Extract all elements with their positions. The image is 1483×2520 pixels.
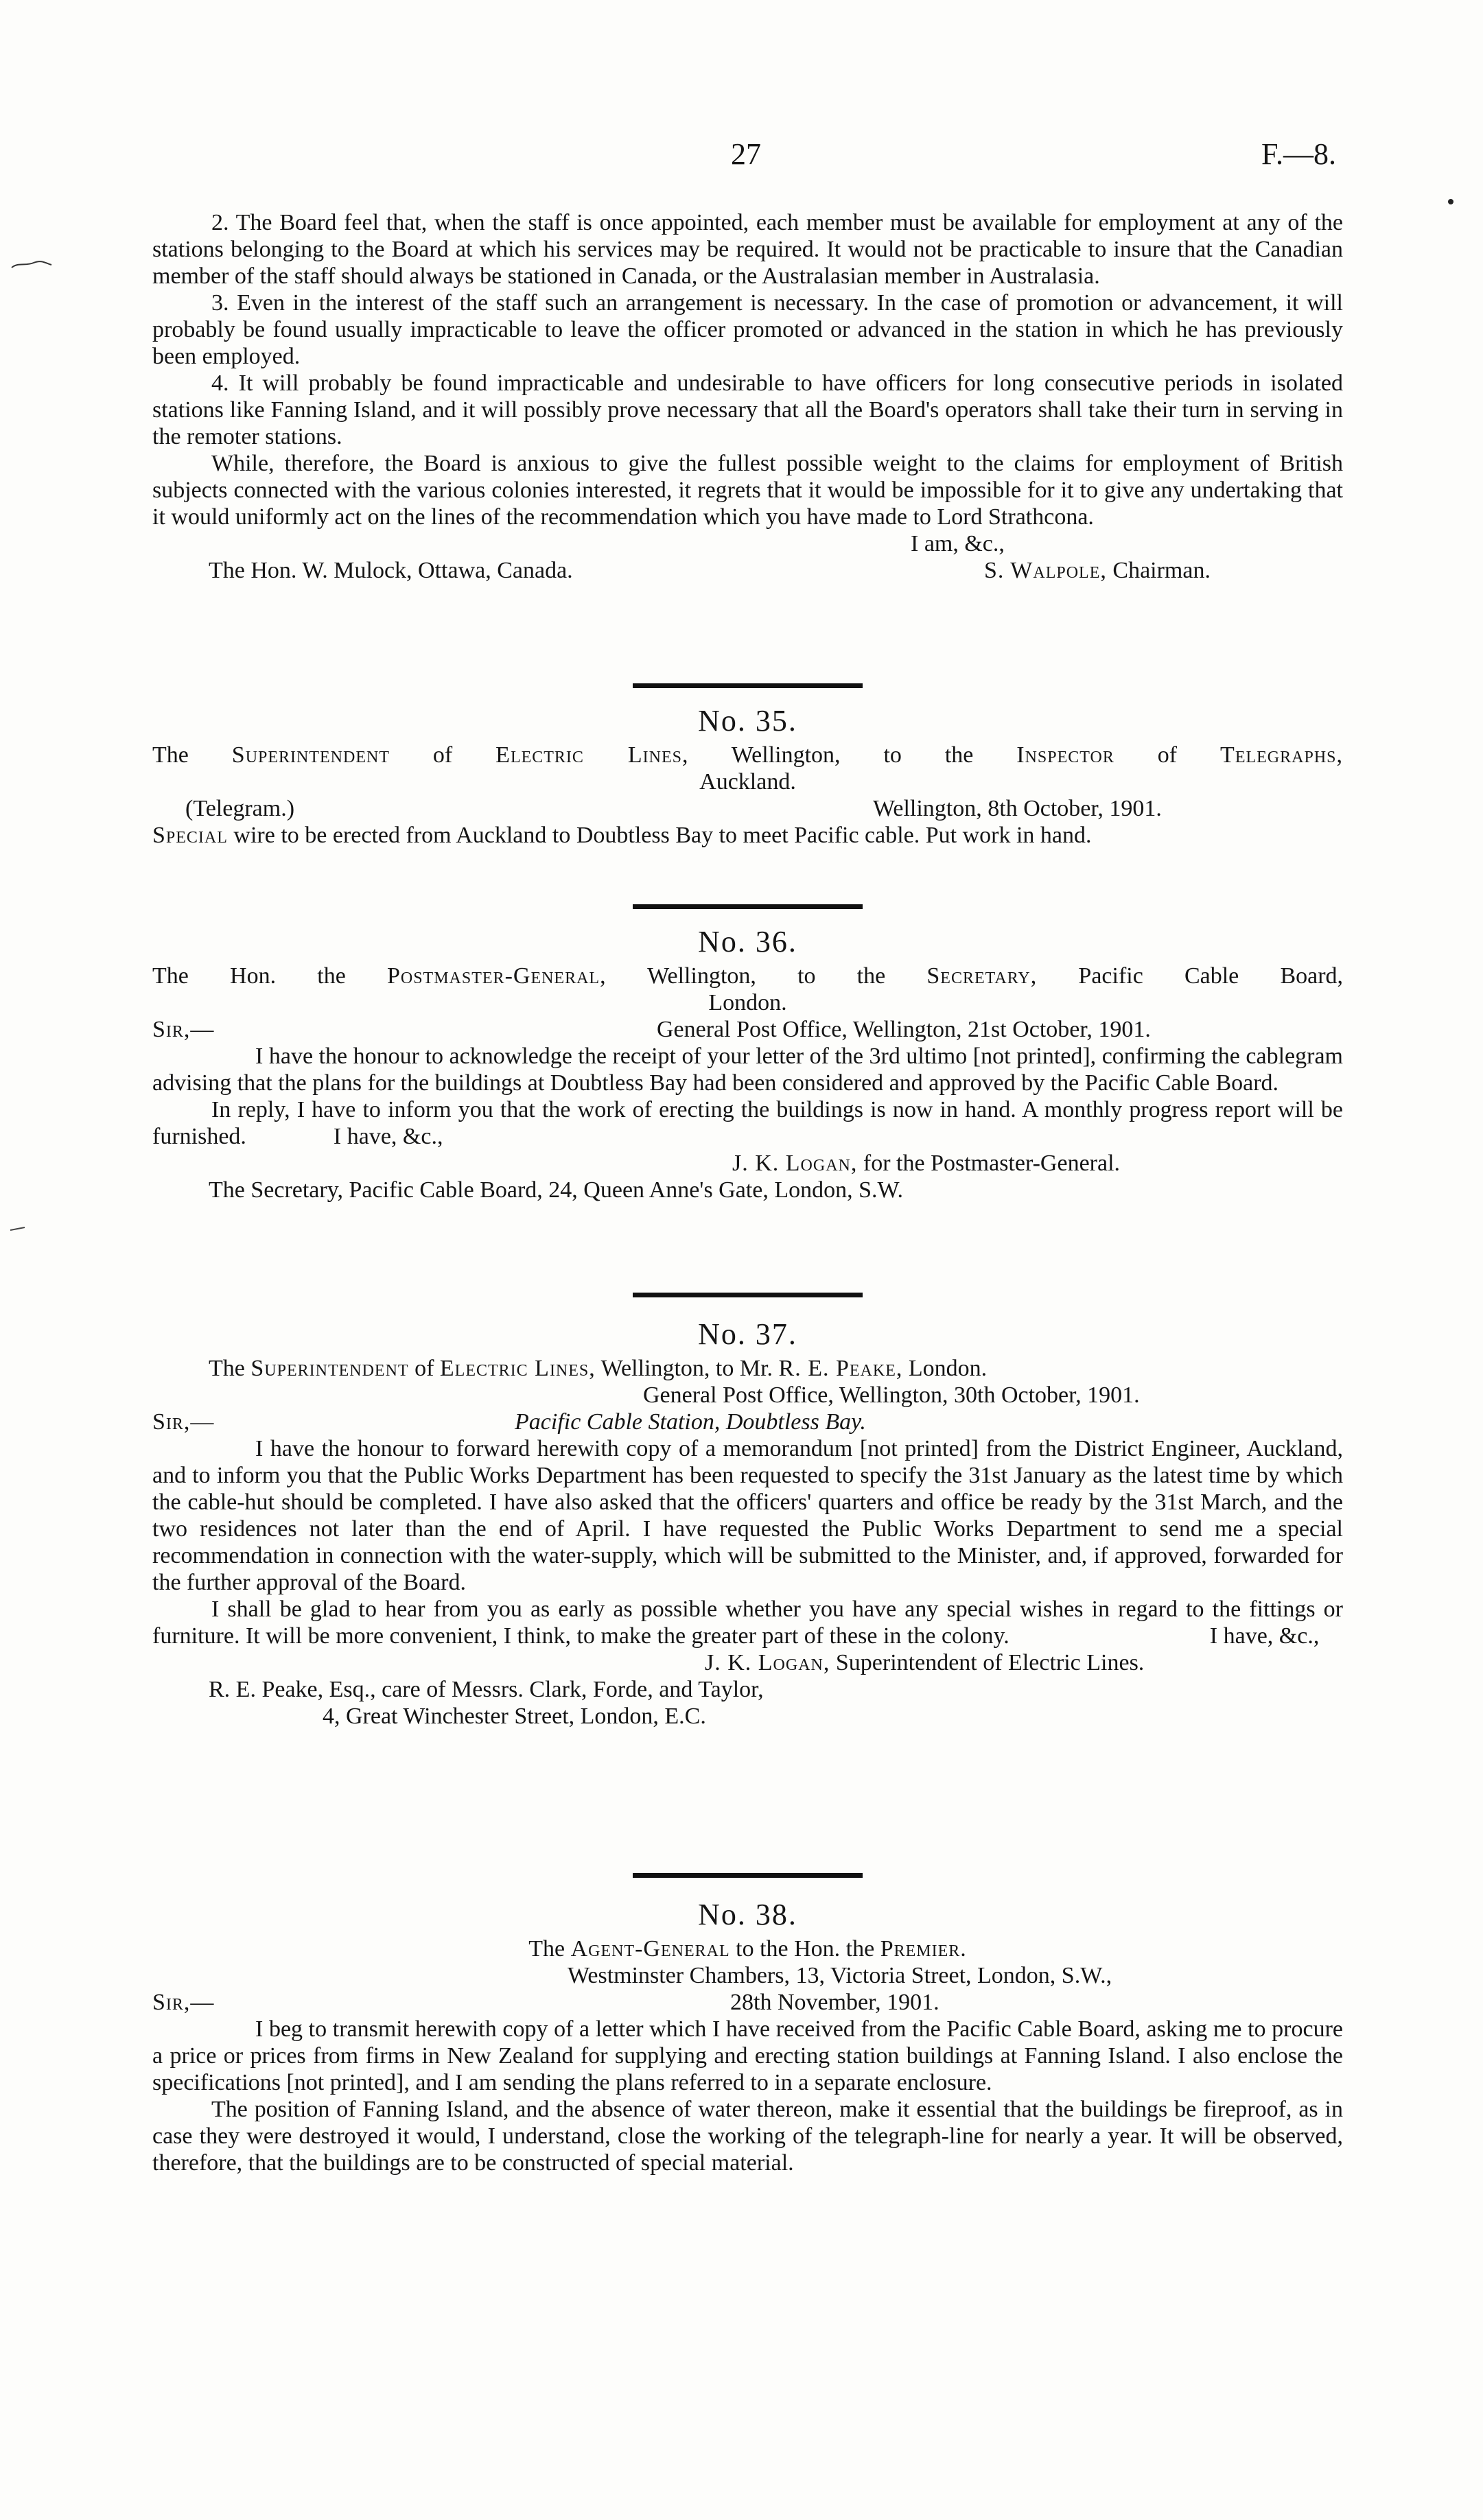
from-title: Agent-General — [570, 1936, 730, 1962]
from-title: Postmaster-General, — [386, 963, 607, 989]
signer-name: J. K. Logan, — [705, 1650, 830, 1675]
top-letter — [152, 209, 1343, 584]
paragraph: 3. Even in the interest of the staff such an arrangement is necessary. In the case of promotion or advancement, it will probably be found usually impracticable to leave the officer promoted or advanced in the station in which he has previously been employed. — [152, 290, 1343, 369]
from-prefix: The — [209, 1356, 245, 1381]
paragraph: I beg to transmit herewith copy of a letter which I have received from the Pacific Cable Board, asking me to procure a price or prices from firms in New Zealand for supplying and erecting station buildings at Fanning Island. I also enclose the specifications [not printed], and I am sending the plans referred to in a separate enclosure. — [152, 2016, 1343, 2095]
address-line: Westminster Chambers, 13, Victoria Street, London, S.W., — [568, 1963, 1112, 1988]
body-lead: Special — [152, 823, 228, 848]
date-line: General Post Office, Wellington, 30th October, 1901. — [643, 1382, 1140, 1408]
from-title: Superintendent — [231, 742, 390, 768]
section-rule — [633, 683, 863, 688]
paragraph: I have the honour to forward herewith copy of a memorandum [not printed] from the District Engineer, Auckland, and to inform you that the Public Works Department has been requested to specify the 31st January as the latest time by which the cable-hut should be completed. I have also asked that the officers' quarters and office be ready by the 31st March, and the two residences not later than the end of April. I have requested the Public Works Department to send me a special recommendation in connection with the water-supply, which will be submitted to the Minister, and, if approved, forwarded for the further approval of the Board. — [152, 1436, 1343, 1595]
date-line: General Post Office, Wellington, 21st October, 1901. — [657, 1017, 1151, 1042]
margin-scratch — [10, 259, 53, 269]
signer-title: Chairman. — [1112, 558, 1211, 583]
subject-line: Pacific Cable Station, Doubtless Bay. — [515, 1409, 866, 1435]
addressee-line: 4, Great Winchester Street, London, E.C. — [323, 1704, 706, 1729]
document-36 — [152, 904, 1343, 1203]
page-header — [0, 137, 1483, 175]
body-text: wire to be erected from Auckland to Doubtless Bay to meet Pacific cable. Put work in hand. — [233, 823, 1092, 848]
place: London. — [908, 1356, 988, 1381]
to-title: Secretary, — [926, 963, 1038, 989]
mid-text: to the Hon. the — [736, 1936, 875, 1962]
document-number: No. 35. — [698, 704, 797, 738]
salutation: Sir,— — [152, 1409, 215, 1435]
from-title-2: Electric Lines, — [439, 1356, 596, 1381]
place: London. — [708, 990, 787, 1015]
closing: I am, &c., — [911, 531, 1005, 556]
document-number: No. 38. — [698, 1898, 797, 1931]
mid-text: Wellington, to the — [731, 742, 974, 768]
document-number: No. 37. — [698, 1317, 797, 1351]
to-title: Inspector — [1016, 742, 1114, 768]
document-38 — [152, 1873, 1343, 2176]
paragraph: I shall be glad to hear from you as early as possible whether you have any special wishes in regard to the fittings or furniture. It will be more convenient, I think, to make the greater part of these in the colony. — [152, 1597, 1343, 1649]
addressee: The Secretary, Pacific Cable Board, 24, Queen Anne's Gate, London, S.W. — [209, 1177, 903, 1203]
paragraph: 4. It will probably be found impracticable and undesirable to have officers for long consecutive periods in isolated stations like Fanning Island, and it will possibly prove necessary that all the Board's operators shall take their turn in serving in the remoter stations. — [152, 370, 1343, 449]
signer-title: Superintendent of Electric Lines. — [835, 1650, 1145, 1675]
of-word: of — [1157, 742, 1178, 768]
from-prefix: The — [152, 742, 189, 768]
from-prefix: The Hon. the — [152, 963, 346, 989]
from-prefix: The — [528, 1936, 565, 1962]
margin-mark — [1448, 199, 1453, 204]
mid-text: Wellington, to the — [647, 963, 886, 989]
section-rule — [633, 1873, 863, 1878]
margin-tick — [10, 1227, 26, 1231]
document-reference: F.—8. — [1261, 137, 1336, 171]
to-rest: Pacific Cable Board, — [1078, 963, 1344, 989]
document-35 — [152, 683, 1343, 849]
of-word: of — [414, 1356, 434, 1381]
to-name: R. E. Peake, — [778, 1356, 903, 1381]
addressee-line: R. E. Peake, Esq., care of Messrs. Clark, Forde, and Taylor, — [209, 1677, 764, 1702]
signer-title: for the Postmaster-General. — [863, 1151, 1121, 1176]
document-number: No. 36. — [698, 925, 797, 958]
addressee: The Hon. W. Mulock, Ottawa, Canada. — [209, 558, 573, 583]
message-kind: (Telegram.) — [185, 796, 295, 821]
document-37 — [152, 1293, 1343, 1730]
salutation: Sir,— — [152, 1017, 215, 1042]
closing: I have, &c., — [1209, 1623, 1320, 1649]
place: Auckland. — [699, 769, 796, 794]
date-line: Wellington, 8th October, 1901. — [873, 796, 1162, 821]
signer-name: J. K. Logan, — [732, 1151, 858, 1176]
paragraph: 2. The Board feel that, when the staff is once appointed, each member must be available for employment at any of the stations belonging to the Board at which his services may be required. It would not be practicable to insure that the Canadian member of the staff should always be stationed in Canada, or the Australasian member in Australasia. — [152, 210, 1343, 289]
to-title-2: Telegraphs, — [1220, 742, 1343, 768]
salutation: Sir,— — [152, 1990, 215, 2015]
section-rule — [633, 904, 863, 909]
to-title: Premier. — [880, 1936, 967, 1962]
page-number: 27 — [731, 137, 761, 171]
from-title-2: Electric Lines, — [495, 742, 689, 768]
from-title: Superintendent — [250, 1356, 409, 1381]
closing: I have, &c., — [333, 1124, 443, 1149]
paragraph: In reply, I have to inform you that the work of erecting the buildings is now in hand. A monthly progress report will be furnished. — [152, 1097, 1343, 1149]
paragraph: While, therefore, the Board is anxious to give the fullest possible weight to the claims for employment of British subjects connected with the various colonies interested, it regrets that it would be impossible for it to give any undertaking that it would uniformly act on the lines of the recommendation which you have made to Lord Strathcona. — [152, 451, 1343, 530]
mid-text: Wellington, to Mr. — [600, 1356, 773, 1381]
section-rule — [633, 1293, 863, 1297]
date-line: 28th November, 1901. — [730, 1990, 939, 2015]
of-word: of — [432, 742, 453, 768]
paragraph: The position of Fanning Island, and the absence of water thereon, make it essential that the buildings be fireproof, as in case they were destroyed it would, I understand, close the working of the telegraph-line for nearly a year. It will be observed, therefore, that the buildings are to be constructed of special material. — [152, 2097, 1343, 2176]
paragraph: I have the honour to acknowledge the receipt of your letter of the 3rd ultimo [not printed], confirming the cablegram advising that the plans for the buildings at Doubtless Bay had been considered and approved by the Pacific Cable Board. — [152, 1044, 1343, 1096]
signer-name: S. Walpole, — [984, 558, 1107, 583]
